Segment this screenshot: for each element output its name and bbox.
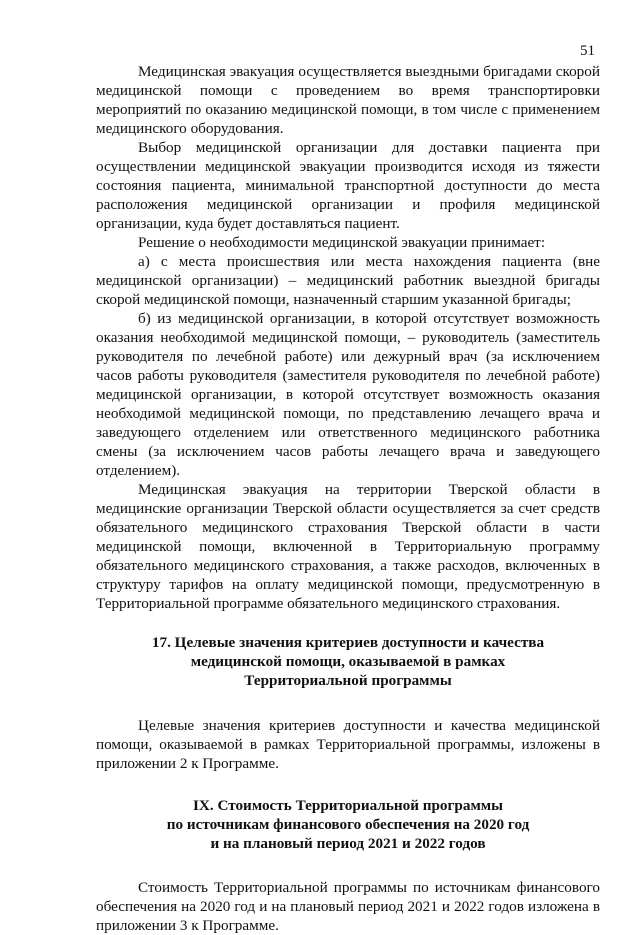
paragraph-funding-tver: Медицинская эвакуация на территории Тверской области в медицинские организации Тверской области осуществляется за счет средств обязательного медицинского страхования Тверской области в части медицинской помощи, включенной в Территориальную программу обязательного медицинского страхования, а также расходов, включенных в структуру тарифов на оплату медицинской помощи, предусмотренную в Территориальной программе обязательного медицинского страхования. — [96, 481, 600, 612]
section-9-heading-line: по источникам финансового обеспечения на 2020 год — [166, 816, 530, 833]
document-body — [96, 62, 600, 935]
section-17-heading-line: 17. Целевые значения критериев доступности и качества — [151, 634, 545, 651]
page-number: 51 — [580, 43, 595, 59]
paragraph-decision-a: а) с места происшествия или места нахождения пациента (вне медицинской организации) – медицинский работник выездной бригады скорой медицинской помощи, назначенный старшим указанной бригады; — [96, 253, 600, 308]
section-17-heading-line: Территориальной программы — [244, 672, 452, 689]
paragraph-decision-b: б) из медицинской организации, в которой отсутствует возможность оказания необходимой медицинской помощи, – руководитель (заместитель руководителя по лечебной работе) или дежурный врач (за исключением часов работы руководителя (заместителя руководителя по лечебной работе) медицинской организации, в которой отсутствует возможность оказания необходимой медицинской помощи, по представлению лечащего врача и заведующего отделением или ответственного медицинского работника смены (за исключением часов работы лечащего врача и заведующего отделением). — [96, 310, 600, 479]
section-17-heading-line: медицинской помощи, оказываемой в рамках — [190, 653, 506, 670]
paragraph-decision-intro: Решение о необходимости медицинской эвакуации принимает: — [138, 234, 546, 251]
section-9-paragraph: Стоимость Территориальной программы по источникам финансового обеспечения на 2020 год и на плановый период 2021 и 2022 годов изложена в приложении 3 к Программе. — [96, 879, 600, 934]
paragraph-evacuation-brigades: Медицинская эвакуация осуществляется выездными бригадами скорой медицинской помощи с проведением во время транспортировки мероприятий по оказанию медицинской помощи, в том числе с применением медицинского оборудования. — [96, 63, 600, 137]
section-9-heading-line: IX. Стоимость Территориальной программы — [192, 797, 504, 814]
section-17-heading — [96, 633, 600, 690]
section-17-paragraph: Целевые значения критериев доступности и качества медицинской помощи, оказываемой в рамках Территориальной программы, изложены в приложении 2 к Программе. — [96, 717, 600, 772]
section-9-heading — [96, 796, 600, 853]
section-9-heading-line: и на плановый период 2021 и 2022 годов — [210, 835, 486, 852]
paragraph-choice-of-organization: Выбор медицинской организации для доставки пациента при осуществлении медицинской эвакуации производится исходя из тяжести состояния пациента, минимальной транспортной доступности до места расположения медицинской организации и профиля медицинской организации, куда будет доставляться пациент. — [96, 139, 600, 232]
